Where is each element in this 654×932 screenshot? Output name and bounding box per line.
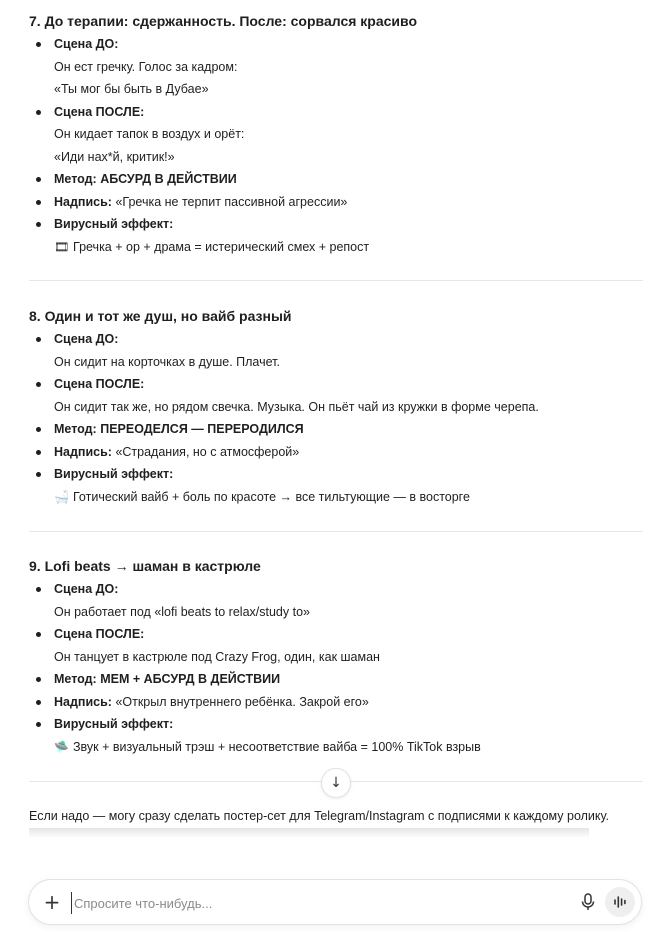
list-item-scene-before: Сцена ДО: (29, 578, 643, 601)
list-item-caption: Надпись: «Открыл внутреннего ребёнка. Закрой его» (29, 691, 643, 714)
list-item-scene-after: Сцена ПОСЛЕ: (29, 623, 643, 646)
scroll-to-bottom-button[interactable] (321, 768, 351, 798)
bullet (36, 200, 41, 205)
viral-effect-text: 🎞 Гречка + ор + драма = истерический смех + репост (29, 236, 643, 259)
bullet (36, 587, 41, 592)
scene-before-text: Он ест гречку. Голос за кадром: (54, 59, 238, 74)
scene-after-text: Он сидит так же, но рядом свечка. Музыка. Он пьёт чай из кружки в форме черепа. (54, 399, 539, 414)
add-attachment-button[interactable] (41, 891, 63, 913)
truncated-text-fade (29, 828, 589, 838)
bullet (36, 450, 41, 455)
list-item-caption: Надпись: «Гречка не терпит пассивной агрессии» (29, 191, 643, 214)
bullet (36, 722, 41, 727)
voice-mode-button[interactable] (605, 887, 635, 917)
list-item-viral: Вирусный эффект: (29, 713, 643, 736)
scene-before-text: Он сидит на корточках в душе. Плачет. (54, 354, 280, 369)
bullet (36, 700, 41, 705)
list-item-method: Метод: ПЕРЕОДЕЛСЯ — ПЕРЕРОДИЛСЯ (29, 418, 643, 441)
arrow-down-icon: ↓ (330, 775, 342, 791)
viral-effect-text: 🛸 Звук + визуальный трэш + несоответствие вайба = 100% TikTok взрыв (29, 736, 643, 759)
list-item-scene-before: Сцена ДО: (29, 328, 643, 351)
scene-after-text: «Иди нах*й, критик!» (54, 149, 175, 164)
scene-after-text: Он кидает тапок в воздух и орёт: (54, 127, 245, 141)
scene-before-text: «Ты мог бы быть в Дубае» (54, 82, 209, 96)
bullet (36, 382, 41, 387)
divider (29, 280, 643, 281)
list-item-method: Метод: АБСУРД В ДЕЙСТВИИ (29, 168, 643, 191)
bullet (36, 632, 41, 637)
section-title: 8. Один и тот же душ, но вайб разный (29, 308, 292, 324)
section-title: 7. До терапии: сдержанность. После: сорвался красиво (29, 13, 417, 29)
list-item-caption: Надпись: «Страдания, но с атмосферой» (29, 441, 643, 464)
voice-mode-icon (612, 895, 628, 909)
ufo-icon: 🛸 (54, 739, 69, 754)
section-title: 9. Lofi beats → шаман в кастрюле (29, 558, 261, 574)
scene-before-text: Он работает под «lofi beats to relax/study to» (54, 604, 310, 619)
microphone-icon (579, 892, 597, 912)
bullet (36, 427, 41, 432)
closing-message-text: Если надо — могу сразу сделать постер-сет для Telegram/Instagram с подписями к каждому ролику. (29, 809, 609, 823)
bullet (36, 222, 41, 227)
list-item-viral: Вирусный эффект: (29, 463, 643, 486)
bathtub-icon: 🛁 (54, 489, 69, 504)
bullet (36, 337, 41, 342)
section-8 (29, 306, 643, 508)
section-9 (29, 556, 643, 758)
list-item-scene-before: Сцена ДО: (29, 33, 643, 56)
bullet (36, 472, 41, 477)
bullet (36, 177, 41, 182)
viral-effect-text: 🛁 Готический вайб + боль по красоте → все тильтующие — в восторге (29, 486, 643, 509)
message-composer (28, 879, 642, 925)
list-item-viral: Вирусный эффект: (29, 213, 643, 236)
bullet (36, 110, 41, 115)
scene-after-text: Он танцует в кастрюле под Crazy Frog, один, как шаман (54, 649, 380, 664)
list-item-method: Метод: МЕМ + АБСУРД В ДЕЙСТВИИ (29, 668, 643, 691)
dictate-button[interactable] (579, 892, 597, 912)
bullet (36, 677, 41, 682)
list-item-scene-after: Сцена ПОСЛЕ: (29, 101, 643, 124)
divider (29, 531, 643, 532)
bullet (36, 42, 41, 47)
film-frames-icon: 🎞 (54, 239, 70, 254)
plus-icon: + (43, 890, 61, 914)
section-7 (29, 11, 643, 258)
list-item-scene-after: Сцена ПОСЛЕ: (29, 373, 643, 396)
chat-input[interactable] (71, 892, 514, 914)
